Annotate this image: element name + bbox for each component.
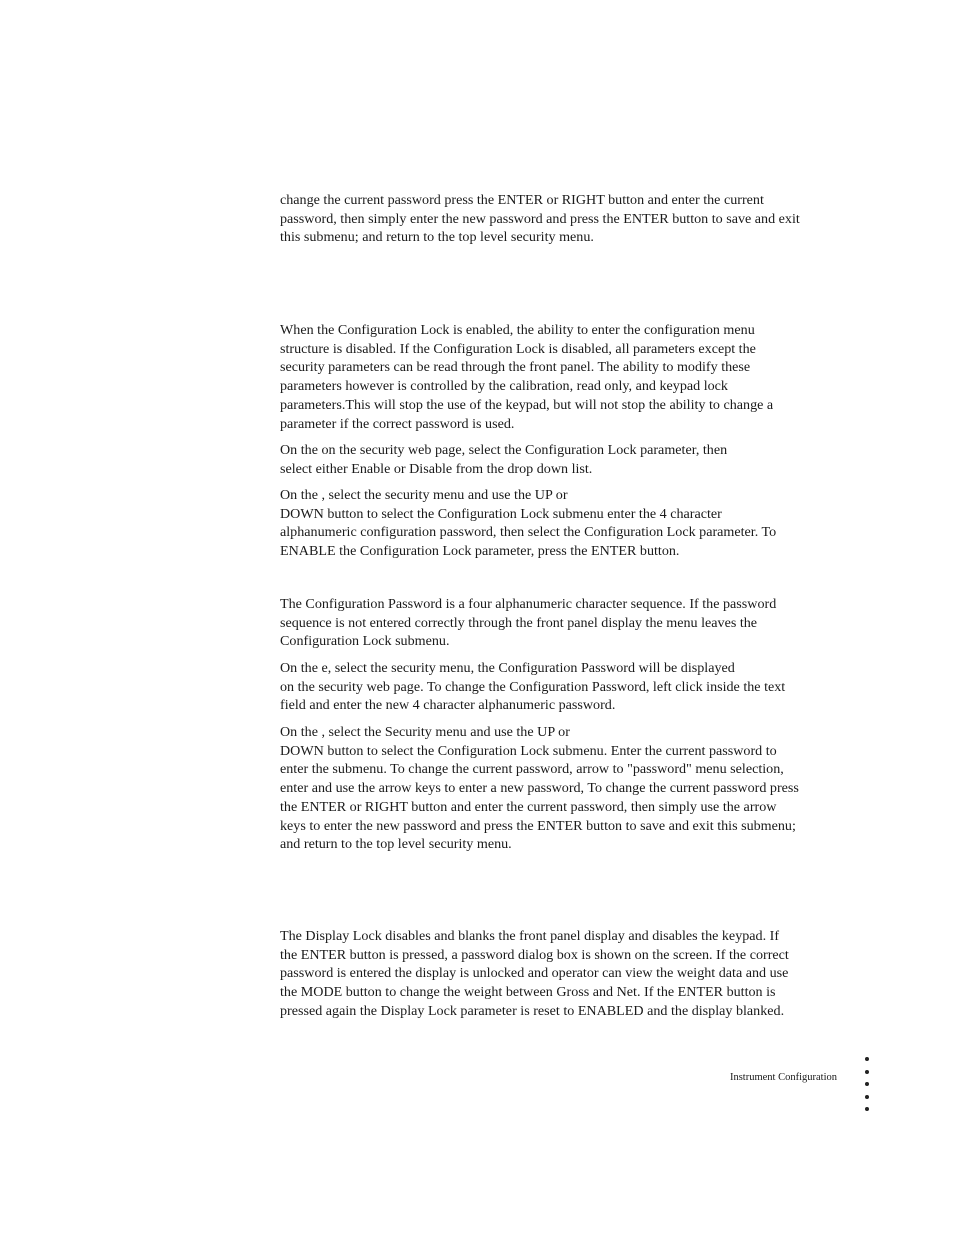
paragraph-configuration-password-intro: The Configuration Password is a four alphanumeric character sequence. If the password sequence is not entered correctly through the front panel display the menu leaves the Configuration Lock submenu. [280,596,777,650]
footer-dots-decoration [865,1057,871,1120]
paragraph-display-lock: The Display Lock disables and blanks the front panel display and disables the keypad. If the ENTER button is pressed, a password dialog box is shown on the screen. If the correct password is entered the display is unlocked and operator can view the weight data and use the MODE button to change the weight between Gross and Net. If the ENTER button is pressed again the Display Lock parameter is reset to ENABLED and the display blanked. [280,928,789,1019]
footer-section-title: Instrument Configuration [729,1072,837,1083]
paragraph-configuration-password-front-panel: On the , select the Security menu and use the UP or DOWN button to select the Configuration Lock submenu. Enter the current password to enter the submenu. To change the current password, arrow to "password" menu selection, enter and use the arrow keys to enter a new password, To change the current password press the ENTER or RIGHT button and enter the current password, then simply use the arrow keys to enter the new password and press the ENTER button to save and exit this submenu; and return to the top level security menu. [280,724,799,853]
paragraph-configuration-lock-intro: When the Configuration Lock is enabled, the ability to enter the configuration menu structure is disabled. If the Configuration Lock is disabled, all parameters except the security parameters can be read through the front panel. The ability to modify these parameters however is controlled by the calibration, read only, and keypad lock parameters.This will stop the use of the keypad, but will not stop the ability to change a parameter if the correct password is used. [280,322,774,432]
dot [865,1095,869,1099]
paragraph-configuration-password-web: On the e, select the security menu, the Configuration Password will be displayed on the security web page. To change the Configuration Password, left click inside the text field and enter the new 4 character alphanumeric password. [280,660,786,714]
paragraph-configuration-lock-web: On the on the security web page, select the Configuration Lock parameter, then select either Enable or Disable from the drop down list. [280,442,728,477]
dot [865,1057,869,1061]
dot [865,1107,869,1111]
paragraph-password-change-end: change the current password press the ENTER or RIGHT button and enter the current password, then simply enter the new password and press the ENTER button to save and exit this submenu; and return to the top level security menu. [280,192,800,246]
dot [865,1082,869,1086]
paragraph-configuration-lock-front-panel: On the , select the security menu and use the UP or DOWN button to select the Configuration Lock submenu enter the 4 character alphanumeric configuration password, then select the Configuration Lock parameter. To ENABLE the Configuration Lock parameter, press the ENTER button. [280,487,777,560]
dot [865,1070,869,1074]
